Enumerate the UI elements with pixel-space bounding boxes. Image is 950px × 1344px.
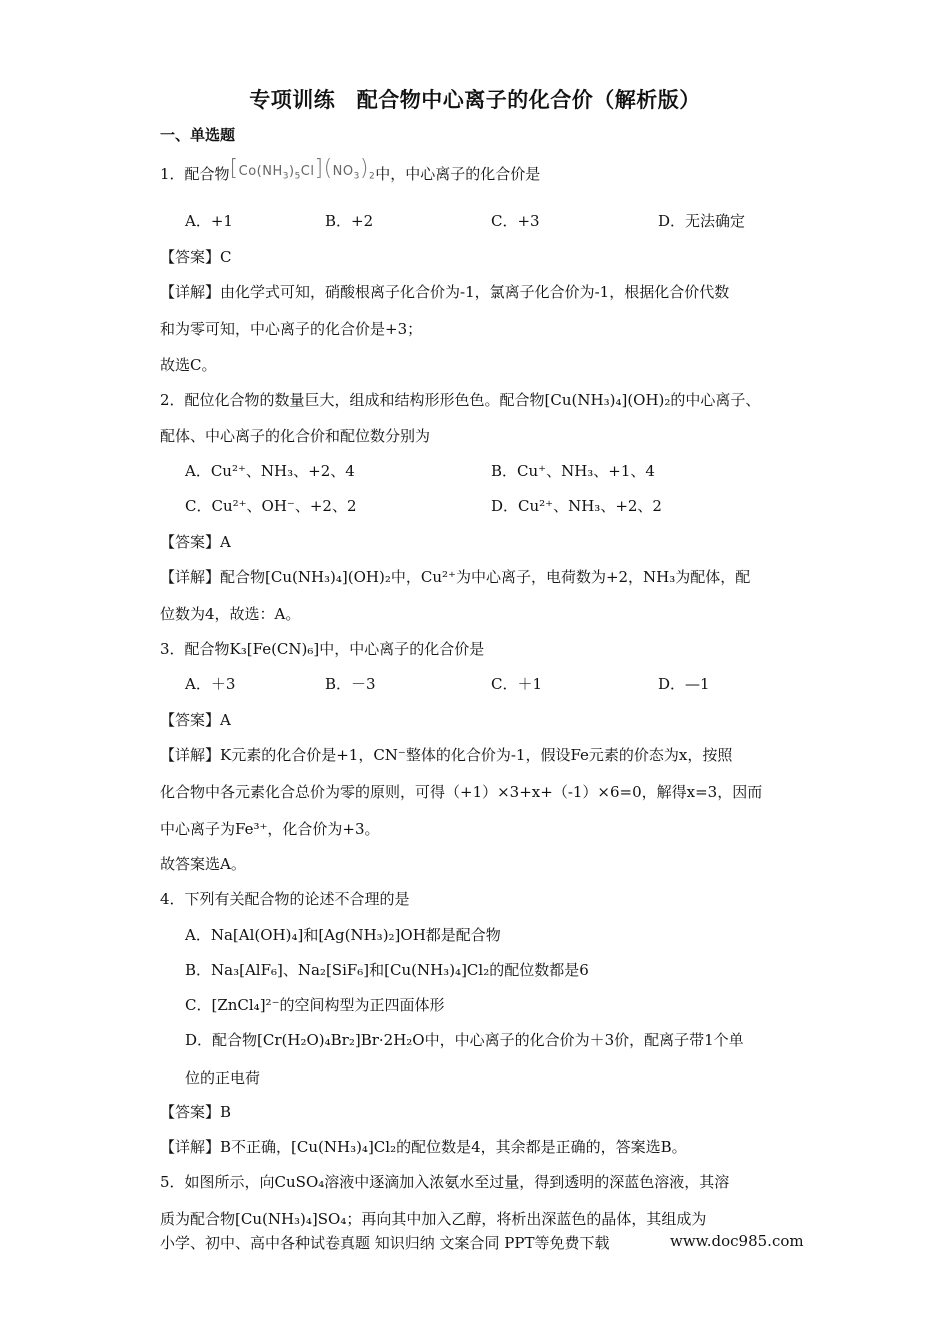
q4-option-b: B．Na₃[AlF₆]、Na₂[SiF₆]和[Cu(NH₃)₄]Cl₂的配位数都是6 <box>185 961 589 979</box>
q3-option-b: B．－3 <box>325 675 376 693</box>
q3-explain-3: 中心离子为Fe³⁺，化合价为+3。 <box>160 820 380 838</box>
page-title: 专项训练 配合物中心离子的化合价（解析版） <box>249 87 701 112</box>
q4-explain-1: 【详解】B不正确，[Cu(NH₃)₄]Cl₂的配位数是4，其余都是正确的，答案选B。 <box>160 1138 687 1156</box>
q3-explain-1: 【详解】K元素的化合价是+1，CN⁻整体的化合价为-1，假设Fe元素的价态为x，按照 <box>160 746 733 764</box>
q4-option-d-line-2: 位的正电荷 <box>185 1069 261 1087</box>
q3-option-c: C．＋1 <box>491 675 543 693</box>
q4-option-a: A．Na[Al(OH)₄]和[Ag(NH₃)₂]OH都是配合物 <box>185 926 501 944</box>
question-1-prefix: 1．配合物 <box>160 164 230 183</box>
q1-option-c: C．+3 <box>491 212 540 230</box>
q3-option-d: D．—1 <box>658 675 710 693</box>
section-heading: 一、单选题 <box>160 126 236 144</box>
q2-explain-1: 【详解】配合物[Cu(NH₃)₄](OH)₂中，Cu²⁺为中心离子，电荷数为+2，NH₃为配体，配 <box>160 568 751 586</box>
q3-explain-4: 故答案选A。 <box>160 855 246 873</box>
question-2-line-1: 2．配位化合物的数量巨大，组成和结构形形色色。配合物[Cu(NH₃)₄](OH)₂的中心离子、 <box>160 391 761 409</box>
question-1-formula: $[Co(NH_3)_5Cl](NO_3)_2$ <box>229 156 376 182</box>
q1-option-a: A．+1 <box>185 212 233 230</box>
question-4-line-1: 4．下列有关配合物的论述不合理的是 <box>160 890 410 908</box>
q1-explain-2: 和为零可知，中心离子的化合价是+3； <box>160 320 423 338</box>
question-1-suffix: 中，中心离子的化合价是 <box>375 164 541 183</box>
footer-text: 小学、初中、高中各种试卷真题 知识归纳 文案合同 PPT等免费下载 <box>160 1234 610 1252</box>
q2-answer: 【答案】A <box>160 533 231 551</box>
q1-answer: 【答案】C <box>160 248 232 266</box>
q2-option-c: C．Cu²⁺、OH⁻、+2、2 <box>185 497 357 515</box>
q3-explain-2: 化合物中各元素化合总价为零的原则，可得（+1）×3+x+（-1）×6=0，解得x=3，因而 <box>160 783 763 801</box>
q1-option-b: B．+2 <box>325 212 374 230</box>
q2-option-a: A．Cu²⁺、NH₃、+2、4 <box>185 462 355 480</box>
q3-answer: 【答案】A <box>160 711 231 729</box>
question-3-line-1: 3．配合物K₃[Fe(CN)₆]中，中心离子的化合价是 <box>160 640 485 658</box>
question-5-line-2: 质为配合物[Cu(NH₃)₄]SO₄；再向其中加入乙醇，将析出深蓝色的晶体，其组成为 <box>160 1210 707 1228</box>
q2-explain-2: 位数为4，故选：A。 <box>160 605 301 623</box>
q4-option-c: C．[ZnCl₄]²⁻的空间构型为正四面体形 <box>185 996 445 1014</box>
question-2-line-2: 配体、中心离子的化合价和配位数分别为 <box>160 427 431 445</box>
q4-answer: 【答案】B <box>160 1103 232 1121</box>
question-5-line-1: 5．如图所示，向CuSO₄溶液中逐滴加入浓氨水至过量，得到透明的深蓝色溶液，其溶 <box>160 1173 730 1191</box>
q1-explain-3: 故选C。 <box>160 356 217 374</box>
q1-explain-1: 【详解】由化学式可知，硝酸根离子化合价为-1，氯离子化合价为-1，根据化合价代数 <box>160 283 730 301</box>
question-1 <box>160 156 541 188</box>
q3-option-a: A．＋3 <box>185 675 236 693</box>
q2-option-b: B．Cu⁺、NH₃、+1、4 <box>491 462 655 480</box>
q2-option-d: D．Cu²⁺、NH₃、+2、2 <box>491 497 662 515</box>
footer-url[interactable]: www.doc985.com <box>670 1232 804 1250</box>
q1-option-d: D．无法确定 <box>658 212 746 230</box>
q4-option-d-line-1: D．配合物[Cr(H₂O)₄Br₂]Br·2H₂O中，中心离子的化合价为＋3价，配离子带1个单 <box>185 1031 744 1049</box>
